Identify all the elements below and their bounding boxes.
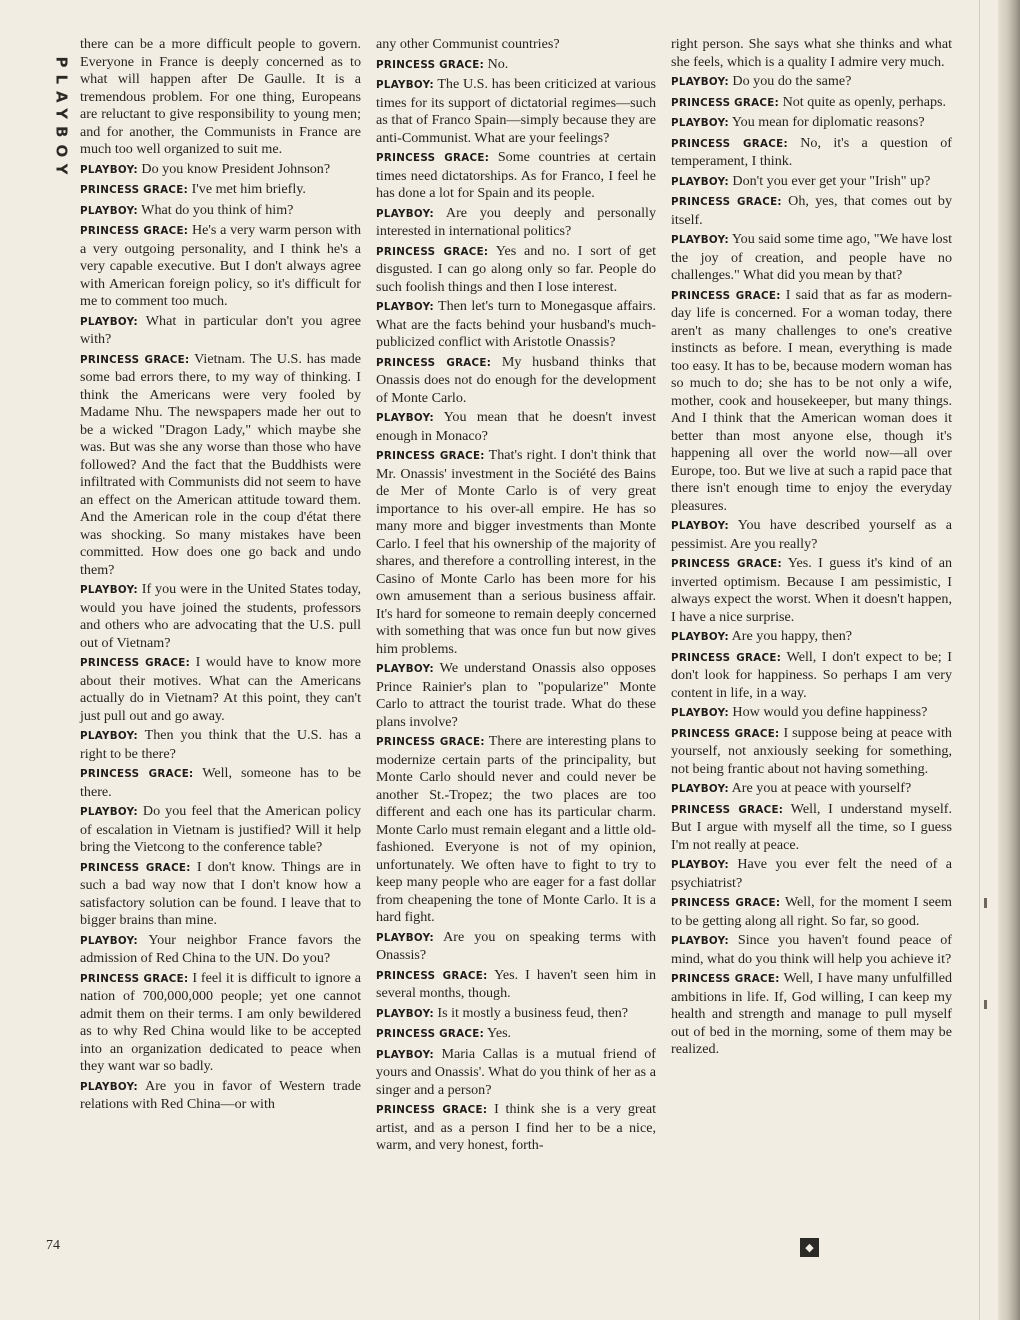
interview-paragraph <box>671 193 952 229</box>
interview-paragraph <box>376 243 656 297</box>
paragraph-text: The U.S. has been criticized at various times for its support of dictatorial regimes—such as that of Franco Spain—simply because they are anti-Communist. What are your feelings? <box>376 76 656 146</box>
speaker-label: PLAYBOY: <box>80 163 138 176</box>
paragraph-text: You mean that he doesn't invest enough in Monaco? <box>376 409 656 444</box>
paragraph-text: Do you know President Johnson? <box>141 160 331 177</box>
paragraph-text: Then let's turn to Monegasque affairs. What are the facts behind your husband's much-publicized conflict with Aristotle Onassis? <box>376 298 656 350</box>
speaker-label: PRINCESS GRACE: <box>671 897 781 909</box>
speaker-label: PLAYBOY: <box>80 1080 138 1093</box>
interview-paragraph <box>376 660 656 731</box>
speaker-label: PLAYBOY: <box>376 931 434 944</box>
paragraph-text: right person. She says what she thinks and what she feels, which is a quality I admire very much. <box>671 36 952 70</box>
interview-paragraph <box>671 517 952 553</box>
paragraph-text: Are you happy, then? <box>731 628 853 644</box>
interview-paragraph <box>376 298 656 352</box>
speaker-label: PRINCESS GRACE: <box>376 450 485 462</box>
paragraph-text: Well, I understand myself. But I argue with myself all the time, so I guess I'm not really at peace. <box>671 800 952 853</box>
paragraph-text: Well, I have many unfulfilled ambitions in life. If, God willing, I can keep my health and strength and manage to pull myself out of bed in the morning, some of them may be realized. <box>671 970 952 1057</box>
speaker-label: PLAYBOY: <box>80 584 138 596</box>
paragraph-text: I would have to know more about their motives. What can the Americans actually do in Vietnam? At this point, they can't just pull out and go away. <box>80 654 362 724</box>
interview-paragraph <box>80 970 361 1076</box>
interview-paragraph <box>80 202 361 221</box>
speaker-label: PRINCESS GRACE: <box>671 558 782 570</box>
interview-paragraph <box>671 894 952 930</box>
speaker-label: PRINCESS GRACE: <box>671 137 788 150</box>
paragraph-text: Well, someone has to be there. <box>80 765 362 800</box>
paragraph-text: Are you on speaking terms with Onassis? <box>376 928 656 963</box>
paragraph-text: I don't know. Things are in such a bad way now that I don't know how a satisfactory solution can be found. I leave that to bigger brains than mine. <box>80 858 361 928</box>
interview-paragraph <box>671 173 952 192</box>
paragraph-text: Vietnam. The U.S. has made some bad errors there, to my way of thinking. I think the Americans were very fooled by Madame Nhu. The newspapers made her out to be a wicked "Dragon Lady," which maybe she was. But was she any worse than those who have followed? And the fact that the Buddhists were infiltrated with Communists did not seem to have an effect on the American attitude toward them. And the American role in the coup d'état there was shocking. So many mistakes have been committed. How does one go back and undo them? <box>80 350 361 578</box>
paragraph-text: any other Communist countries? <box>376 36 560 52</box>
paragraph-text: Since you haven't found peace of mind, what do you think will help you achieve it? <box>671 932 952 967</box>
paragraph-text: Yes. I haven't seen him in several months, though. <box>376 966 656 1001</box>
interview-paragraph <box>376 967 656 1003</box>
interview-paragraph <box>671 704 952 723</box>
interview-paragraph <box>671 856 952 892</box>
paragraph-text: That's right. I don't think that Mr. Onassis' investment in the Société des Bains de Mer of Monte Carlo is of very great importance to his over-all empire. He has so many more and bigger investments than Monte Carlo. I feel that his ownership of the majority of shares, and therefore a controlling interest, in the Casino of Monte Carlo has been more for his own amusement than a serious business affair. It's hard for someone to remain deeply concerned with something that was once fun but now gives him problems. <box>376 447 656 657</box>
speaker-label: PRINCESS GRACE: <box>376 245 489 258</box>
interview-paragraph <box>671 628 952 647</box>
page-number: 74 <box>46 1238 60 1253</box>
interview-paragraph <box>80 932 361 968</box>
speaker-label: PLAYBOY: <box>671 707 729 719</box>
speaker-label: PLAYBOY: <box>376 1007 434 1020</box>
interview-paragraph <box>376 447 656 658</box>
paragraph-text: There are interesting plans to modernize certain parts of the principality, but Monte Carlo should never and could never be another St.-Tropez; the two places are too different and each one has its particular charm. Monte Carlo must remain elegant and a little old-fashioned. Everyone is not of my opinion, unfortunately. We often have to fight to try to keep many people who are eager for a fast dollar from cheapening the tone of Monte Carlo. It is a hard fight. <box>376 733 656 925</box>
paragraph-text: You have described yourself as a pessimist. Are you really? <box>671 517 952 552</box>
paragraph-text: I've met him briefly. <box>191 181 306 197</box>
margin-mark <box>984 898 987 908</box>
speaker-label: PLAYBOY: <box>376 663 434 675</box>
continued-paragraph <box>80 36 361 159</box>
paragraph-text: I think she is a very great artist, and as a person I find her to be a nice, warm, and very honest, forth- <box>376 1101 656 1153</box>
paragraph-text: Some countries at certain times need dictatorships. As for Franco, I feel he has done a lot for Spain and its people. <box>376 149 657 201</box>
paragraph-text: I suppose being at peace with yourself, not anxiously seeking for something, not being frantic about not having something. <box>671 724 952 777</box>
paragraph-text: Not quite as openly, perhaps. <box>782 93 947 110</box>
speaker-label: PRINCESS GRACE: <box>80 225 189 237</box>
paragraph-text: there can be a more difficult people to govern. Everyone in France is deeply concerned as to what will happen after De Gaulle. It is a tremendous problem. For one thing, Europeans are reluctant to give responsibility to young men; and for another, the Communists in France are much too well organized to suit me. <box>80 36 361 157</box>
paragraph-text: I said that as far as modern-day life is concerned. For a woman today, there aren't as many challenges to one's creative instincts as before. I mean, everything is made too easy. It has to be, because modern woman has so much to do; she has to be not only a wife, mother, cook and housekeeper, but many things. And I think that the American woman does it better than most anyone else, though it's happening all over the world now—all over Europe, too. But we live at such a rapid pace that there isn't enough time to enjoy the everyday pleasures. <box>671 286 952 514</box>
interview-paragraph <box>671 94 952 113</box>
speaker-label: PRINCESS GRACE: <box>376 1104 488 1116</box>
interview-paragraph <box>80 1078 361 1114</box>
interview-paragraph <box>80 727 361 763</box>
paragraph-text: My husband thinks that Onassis does not do enough for the development of Monte Carlo. <box>376 353 656 406</box>
paragraph-text: I feel it is difficult to ignore a nation of 700,000,000 people; yet one cannot admit them on their terms. I am only bewildered as to why Red China would like to be accepted into an organization dedicated to peace when they want war so badly. <box>80 969 362 1074</box>
paragraph-text: Then you think that the U.S. has a right to be there? <box>80 727 361 762</box>
continued-paragraph <box>376 36 656 54</box>
page-fold-shadow <box>979 0 980 1320</box>
paragraph-text: Is it mostly a business feud, then? <box>437 1004 629 1021</box>
paragraph-text: We understand Onassis also opposes Prince Rainier's plan to "popularize" Monte Carlo to attract the tourist trade. What do these plans involve? <box>376 660 656 730</box>
speaker-label: PRINCESS GRACE: <box>80 184 189 196</box>
interview-paragraph <box>671 780 952 799</box>
paragraph-text: Are you in favor of Western trade relations with Red China—or with <box>80 1077 361 1112</box>
speaker-label: PLAYBOY: <box>80 204 138 217</box>
interview-paragraph <box>671 725 952 779</box>
paragraph-text: Are you at peace with yourself? <box>731 780 912 796</box>
paragraph-text: Well, for the moment I seem to be getting along all right. So far, so good. <box>671 894 952 929</box>
speaker-label: PLAYBOY: <box>376 1048 434 1061</box>
speaker-label: PLAYBOY: <box>80 730 138 742</box>
speaker-label: PRINCESS GRACE: <box>376 152 490 164</box>
masthead-text: PLAYBOY <box>53 56 72 182</box>
speaker-label: PRINCESS GRACE: <box>80 972 189 985</box>
paragraph-text: Your neighbor France favors the admission of Red China to the UN. Do you? <box>80 931 361 966</box>
speaker-label: PRINCESS GRACE: <box>671 973 780 985</box>
speaker-label: PLAYBOY: <box>376 79 434 91</box>
paragraph-text: Don't you ever get your "Irish" up? <box>732 172 931 189</box>
speaker-label: PLAYBOY: <box>80 315 138 328</box>
interview-paragraph <box>671 555 952 626</box>
interview-paragraph <box>671 649 952 703</box>
interview-paragraph <box>671 114 952 133</box>
paragraph-text: You mean for diplomatic reasons? <box>731 114 925 130</box>
paragraph-text: What do you think of him? <box>141 201 294 218</box>
speaker-label: PLAYBOY: <box>80 934 138 947</box>
interview-paragraph <box>671 970 952 1059</box>
interview-paragraph <box>376 1005 656 1024</box>
interview-paragraph <box>80 313 361 349</box>
interview-paragraph <box>376 205 656 241</box>
paragraph-text: Do you do the same? <box>732 73 852 89</box>
interview-paragraph <box>376 929 656 965</box>
interview-paragraph <box>80 803 361 857</box>
interview-paragraph <box>376 1046 656 1100</box>
interview-paragraph <box>671 932 952 968</box>
interview-paragraph <box>80 181 361 200</box>
article-column-1 <box>80 36 361 1116</box>
interview-paragraph <box>80 765 361 801</box>
speaker-label: PRINCESS GRACE: <box>671 289 781 302</box>
interview-paragraph <box>671 135 952 171</box>
article-column-2 <box>376 36 656 1157</box>
paragraph-text: Oh, yes, that comes out by itself. <box>671 193 952 228</box>
paragraph-text: He's a very warm person with a very outgoing personality, and I think he's a very capable executive. But I don't always agree with American foreign policy, so it's difficult for me to comment too much. <box>80 222 361 309</box>
interview-paragraph <box>671 231 952 285</box>
paragraph-text: What in particular don't you agree with? <box>80 312 361 347</box>
paragraph-text: Have you ever felt the need of a psychiatrist? <box>671 856 953 891</box>
speaker-label: PRINCESS GRACE: <box>80 768 194 780</box>
speaker-label: PLAYBOY: <box>80 806 138 818</box>
paragraph-text: No. <box>487 55 509 72</box>
speaker-label: PRINCESS GRACE: <box>671 727 780 740</box>
interview-paragraph <box>376 149 656 203</box>
interview-paragraph <box>376 409 656 445</box>
interview-paragraph <box>376 1101 656 1155</box>
interview-paragraph <box>80 351 361 580</box>
interview-paragraph <box>376 1025 656 1044</box>
interview-paragraph <box>80 161 361 180</box>
speaker-label: PLAYBOY: <box>671 859 729 871</box>
margin-mark <box>984 1000 987 1009</box>
article-column-3 <box>671 36 952 1061</box>
speaker-label: PLAYBOY: <box>671 783 729 795</box>
speaker-label: PLAYBOY: <box>671 520 729 532</box>
interview-paragraph <box>376 354 656 408</box>
page-edge <box>998 0 1020 1320</box>
paragraph-text: Yes. <box>487 1025 512 1041</box>
speaker-label: PLAYBOY: <box>376 412 434 424</box>
paragraph-text: If you were in the United States today, would you have joined the students, professors and others who are advocating that the U.S. pull out of Vietnam? <box>80 581 361 651</box>
speaker-label: PLAYBOY: <box>671 234 729 246</box>
speaker-label: PLAYBOY: <box>671 631 729 643</box>
paragraph-text: Yes and no. I sort of get disgusted. I can go along only so far. People do such foolish things and then I lose interest. <box>376 242 657 295</box>
speaker-label: PRINCESS GRACE: <box>376 1028 485 1040</box>
paragraph-text: How would you define happiness? <box>732 704 928 720</box>
speaker-label: PRINCESS GRACE: <box>80 353 190 366</box>
rabbit-head-icon: ◆ <box>800 1238 819 1257</box>
interview-paragraph <box>80 859 361 930</box>
speaker-label: PRINCESS GRACE: <box>671 196 782 208</box>
speaker-label: PRINCESS GRACE: <box>671 96 780 109</box>
speaker-label: PRINCESS GRACE: <box>671 803 784 816</box>
paragraph-text: Well, I don't expect to be; I don't look for happiness. So perhaps I am very content in life, in a way. <box>671 648 952 701</box>
speaker-label: PLAYBOY: <box>671 175 729 188</box>
paragraph-text: No, it's a question of temperament, I think. <box>671 134 952 169</box>
interview-paragraph <box>80 654 361 725</box>
paragraph-text: Are you deeply and personally interested in international politics? <box>376 204 656 239</box>
masthead <box>52 34 72 204</box>
interview-paragraph <box>376 76 656 147</box>
interview-paragraph <box>80 581 361 652</box>
speaker-label: PLAYBOY: <box>671 76 729 88</box>
speaker-label: PLAYBOY: <box>376 301 434 313</box>
paragraph-text: Yes. I guess it's kind of an inverted optimism. Because I am pessimistic, I always expect the worst. When it doesn't happen, I have a nice surprise. <box>671 555 952 625</box>
speaker-label: PRINCESS GRACE: <box>376 969 488 982</box>
paragraph-text: Do you feel that the American policy of escalation in Vietnam is justified? Will it help bring the Vietcong to the conference table? <box>80 803 361 855</box>
speaker-label: PLAYBOY: <box>671 117 729 129</box>
interview-paragraph <box>671 287 952 516</box>
speaker-label: PLAYBOY: <box>376 207 434 220</box>
interview-paragraph <box>671 73 952 92</box>
speaker-label: PRINCESS GRACE: <box>671 651 782 664</box>
speaker-label: PRINCESS GRACE: <box>376 736 485 748</box>
speaker-label: PRINCESS GRACE: <box>80 861 191 874</box>
speaker-label: PRINCESS GRACE: <box>376 58 485 71</box>
interview-paragraph <box>376 56 656 75</box>
interview-paragraph <box>671 801 952 855</box>
paragraph-text: Maria Callas is a mutual friend of yours and Onassis'. What do you think of her as a singer and a person? <box>376 1045 656 1098</box>
continued-paragraph <box>671 36 952 71</box>
speaker-label: PRINCESS GRACE: <box>376 356 492 369</box>
paragraph-text: You said some time ago, "We have lost the joy of creation, and people have no challenges." What did you mean by that? <box>671 231 952 283</box>
speaker-label: PRINCESS GRACE: <box>80 657 191 669</box>
interview-paragraph <box>376 733 656 927</box>
speaker-label: PLAYBOY: <box>671 935 729 947</box>
interview-paragraph <box>80 222 361 311</box>
